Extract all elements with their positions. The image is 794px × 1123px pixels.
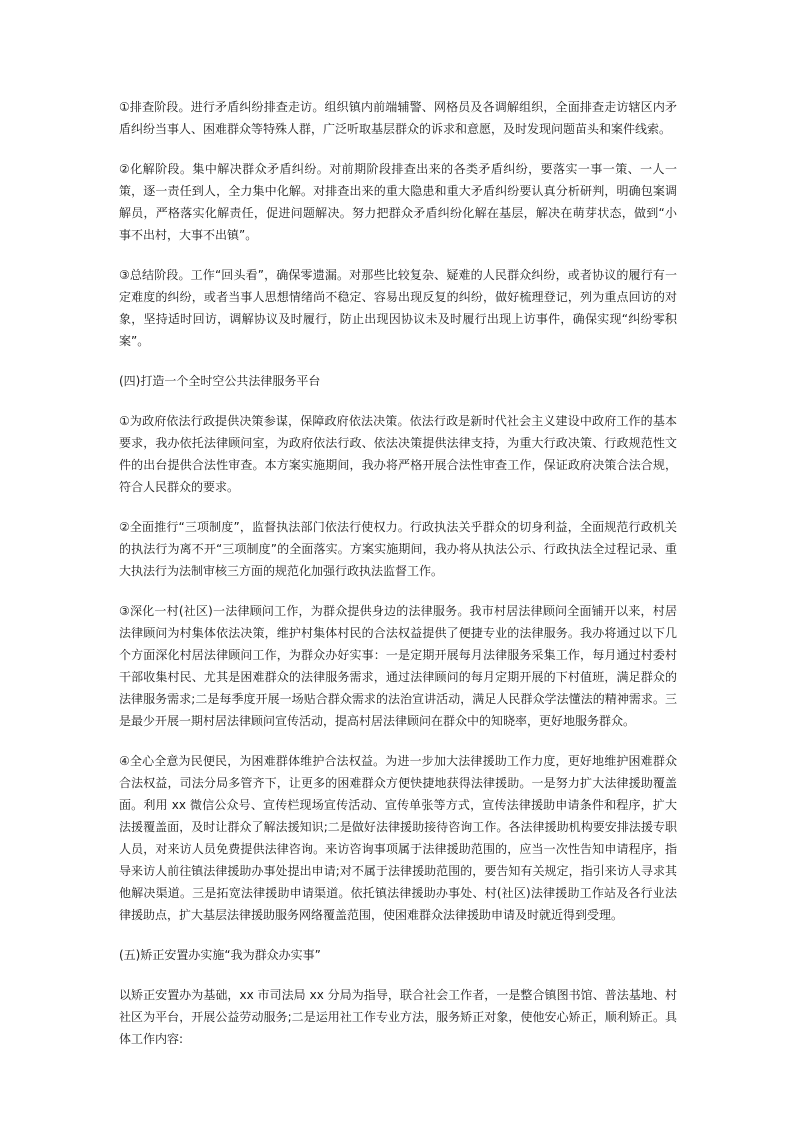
paragraph-government-decision: ①为政府依法行政提供决策参谋，保障政府依法决策。依法行政是新时代社会主义建设中政府工作的基本要求，我办依托法律顾问室，为政府依法行政、依法决策提供法律支持，为重大行政决策、行政规范性文件的出台提供合法性审查。本方案实施期间，我办将严格开展合法性审查工作，保证政府决策合法合规，符合人民群众的要求。 [119, 414, 677, 494]
paragraph-gap [119, 392, 677, 410]
paragraph-three-systems: ②全面推行“三项制度”，监督执法部门依法行使权力。行政执法关乎群众的切身利益，全面规范行政机关的执法行为离不开“三项制度”的全面落实。方案实施期间，我办将从执法公示、行政执法全过程记录、重大执法行为法制审核三方面的规范化加强行政执法监督工作。 [119, 520, 677, 578]
paragraph-correction-office: 以矫正安置办为基础，xx 市司法局 xx 分局为指导，联合社会工作者，一是整合镇图书馆、普法基地、村社区为平台，开展公益劳动服务;二是运用社工作专业方法，服务矫正对象，使他安心矫正，顺利矫正。具体工作内容: [119, 988, 677, 1046]
paragraph-gap [119, 966, 677, 984]
paragraph-legal-aid: ④全心全意为民便民，为困难群体维护合法权益。为进一步加大法律援助工作力度，更好地维护困难群众合法权益，司法分局多管齐下，让更多的困难群众方便快捷地获得法律援助。一是努力扩大法律援助覆盖面。利用 xx 微信公众号、宣传栏现场宣传活动、宣传单张等方式，宣传法律援助申请条件和程序，扩大法援覆盖面，及时让群众了解法援知识;二是做好法律援助接待咨询工作。各法律援助机构要安排法援专职人员，对来访人员免费提供法律咨询。来访咨询事项属于法律援助范围的，应当一次性告知申请程序，指导来访人前往镇法律援助办事处提出申请;对不属于法律援助范围的，要告知有关规定，指引来访人寻求其他解决渠道。三是拓宽法律援助申请渠道。依托镇法律援助办事处、村(社区)法律援助工作站及各行业法律援助点，扩大基层法律援助服务网络覆盖范围，使困难群众法律援助申请及时就近得到受理。 [119, 754, 677, 922]
paragraph-summary-stage: ③总结阶段。工作“回头看”，确保零遗漏。对那些比较复杂、疑难的人民群众纠纷，或者协议的履行有一定难度的纠纷，或者当事人思想情绪尚不稳定、容易出现反复的纠纷，做好梳理登记，列为重点回访的对象，坚持适时回访，调解协议及时履行，防止出现因协议未及时履行出现上访事件，确保实现“纠纷零积案”。 [119, 268, 677, 348]
paragraph-gap [119, 926, 677, 944]
paragraph-gap [119, 732, 677, 750]
section-heading-5: (五)矫正安置办实施“我为群众办实事” [119, 948, 321, 962]
paragraph-gap [119, 498, 677, 516]
paragraph-village-legal-advisor: ③深化一村(社区)一法律顾问工作，为群众提供身边的法律服务。我市村居法律顾问全面铺开以来，村居法律顾问为村集体依法决策，维护村集体村民的合法权益提供了便捷专业的法律服务。我办将通过以下几个方面深化村居法律顾问工作，为群众办好实事：一是定期开展每月法律服务采集工作，每月通过村委村干部收集村民、尤其是困难群众的法律服务需求，通过法律顾问的每月定期开展的下村值班，满足群众的法律服务需求;二是每季度开展一场贴合群众需求的法治宣讲活动，满足人民群众学法懂法的精神需求。三是最少开展一期村居法律顾问宣传活动，提高村居法律顾问在群众中的知晓率，更好地服务群众。 [119, 604, 677, 728]
paragraph-gap [119, 246, 677, 264]
paragraph-gap [119, 352, 677, 370]
paragraph-investigation-stage: ①排查阶段。进行矛盾纠纷排查走访。组织镇内前端辅警、网格员及各调解组织，全面排查走访辖区内矛盾纠纷当事人、困难群众等特殊人群，广泛听取基层群众的诉求和意愿，及时发现问题苗头和案件线索。 [119, 100, 677, 136]
paragraph-resolution-stage: ②化解阶段。集中解决群众矛盾纠纷。对前期阶段排查出来的各类矛盾纠纷，要落实一事一策、一人一策，逐一责任到人，全力集中化解。对排查出来的重大隐患和重大矛盾纠纷要认真分析研判，明确包案调解员，严格落实化解责任，促进问题解决。努力把群众矛盾纠纷化解在基层，解决在萌芽状态，做到“小事不出村，大事不出镇”。 [119, 162, 677, 242]
paragraph-gap [119, 582, 677, 600]
section-heading-4: (四)打造一个全时空公共法律服务平台 [119, 374, 321, 388]
paragraph-gap [119, 140, 677, 158]
document-page [119, 96, 677, 1050]
